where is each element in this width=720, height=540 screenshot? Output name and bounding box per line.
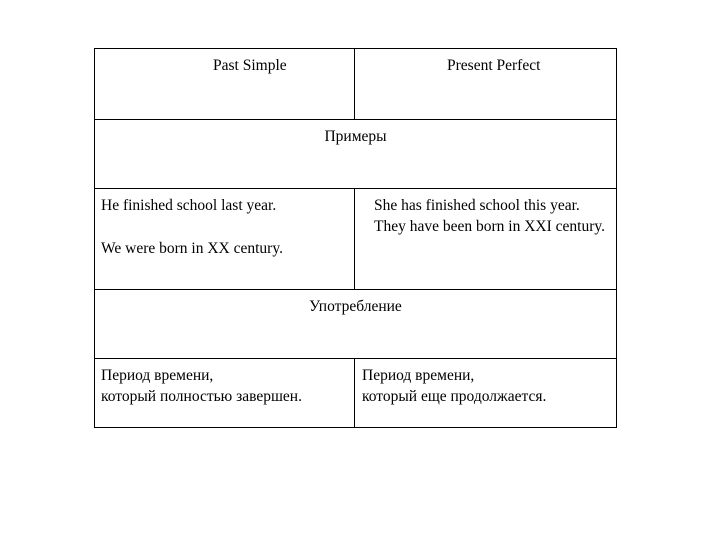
present-perfect-examples bbox=[355, 189, 617, 290]
present-perfect-usage-line-1: Период времени, bbox=[362, 367, 475, 384]
past-simple-usage bbox=[95, 359, 355, 428]
present-perfect-usage bbox=[355, 359, 617, 428]
usage-title-row bbox=[95, 290, 617, 359]
examples-title-row bbox=[95, 120, 617, 189]
usage-row bbox=[95, 359, 617, 428]
header-past-simple: Past Simple bbox=[95, 49, 355, 120]
header-row bbox=[95, 49, 617, 120]
past-simple-example-2: We were born in XX century. bbox=[101, 240, 283, 257]
usage-title: Употребление bbox=[95, 290, 617, 359]
present-perfect-usage-line-2: который еще продолжается. bbox=[362, 388, 547, 405]
grammar-comparison-table bbox=[94, 48, 617, 428]
present-perfect-example-1: She has finished school this year. bbox=[374, 197, 580, 214]
examples-title: Примеры bbox=[95, 120, 617, 189]
present-perfect-example-2: They have been born in XXI century. bbox=[374, 218, 605, 235]
header-present-perfect: Present Perfect bbox=[355, 49, 617, 120]
past-simple-usage-line-1: Период времени, bbox=[101, 367, 214, 384]
past-simple-example-1: He finished school last year. bbox=[101, 197, 277, 214]
examples-row bbox=[95, 189, 617, 290]
past-simple-usage-line-2: который полностью завершен. bbox=[101, 388, 302, 405]
past-simple-examples bbox=[95, 189, 355, 290]
